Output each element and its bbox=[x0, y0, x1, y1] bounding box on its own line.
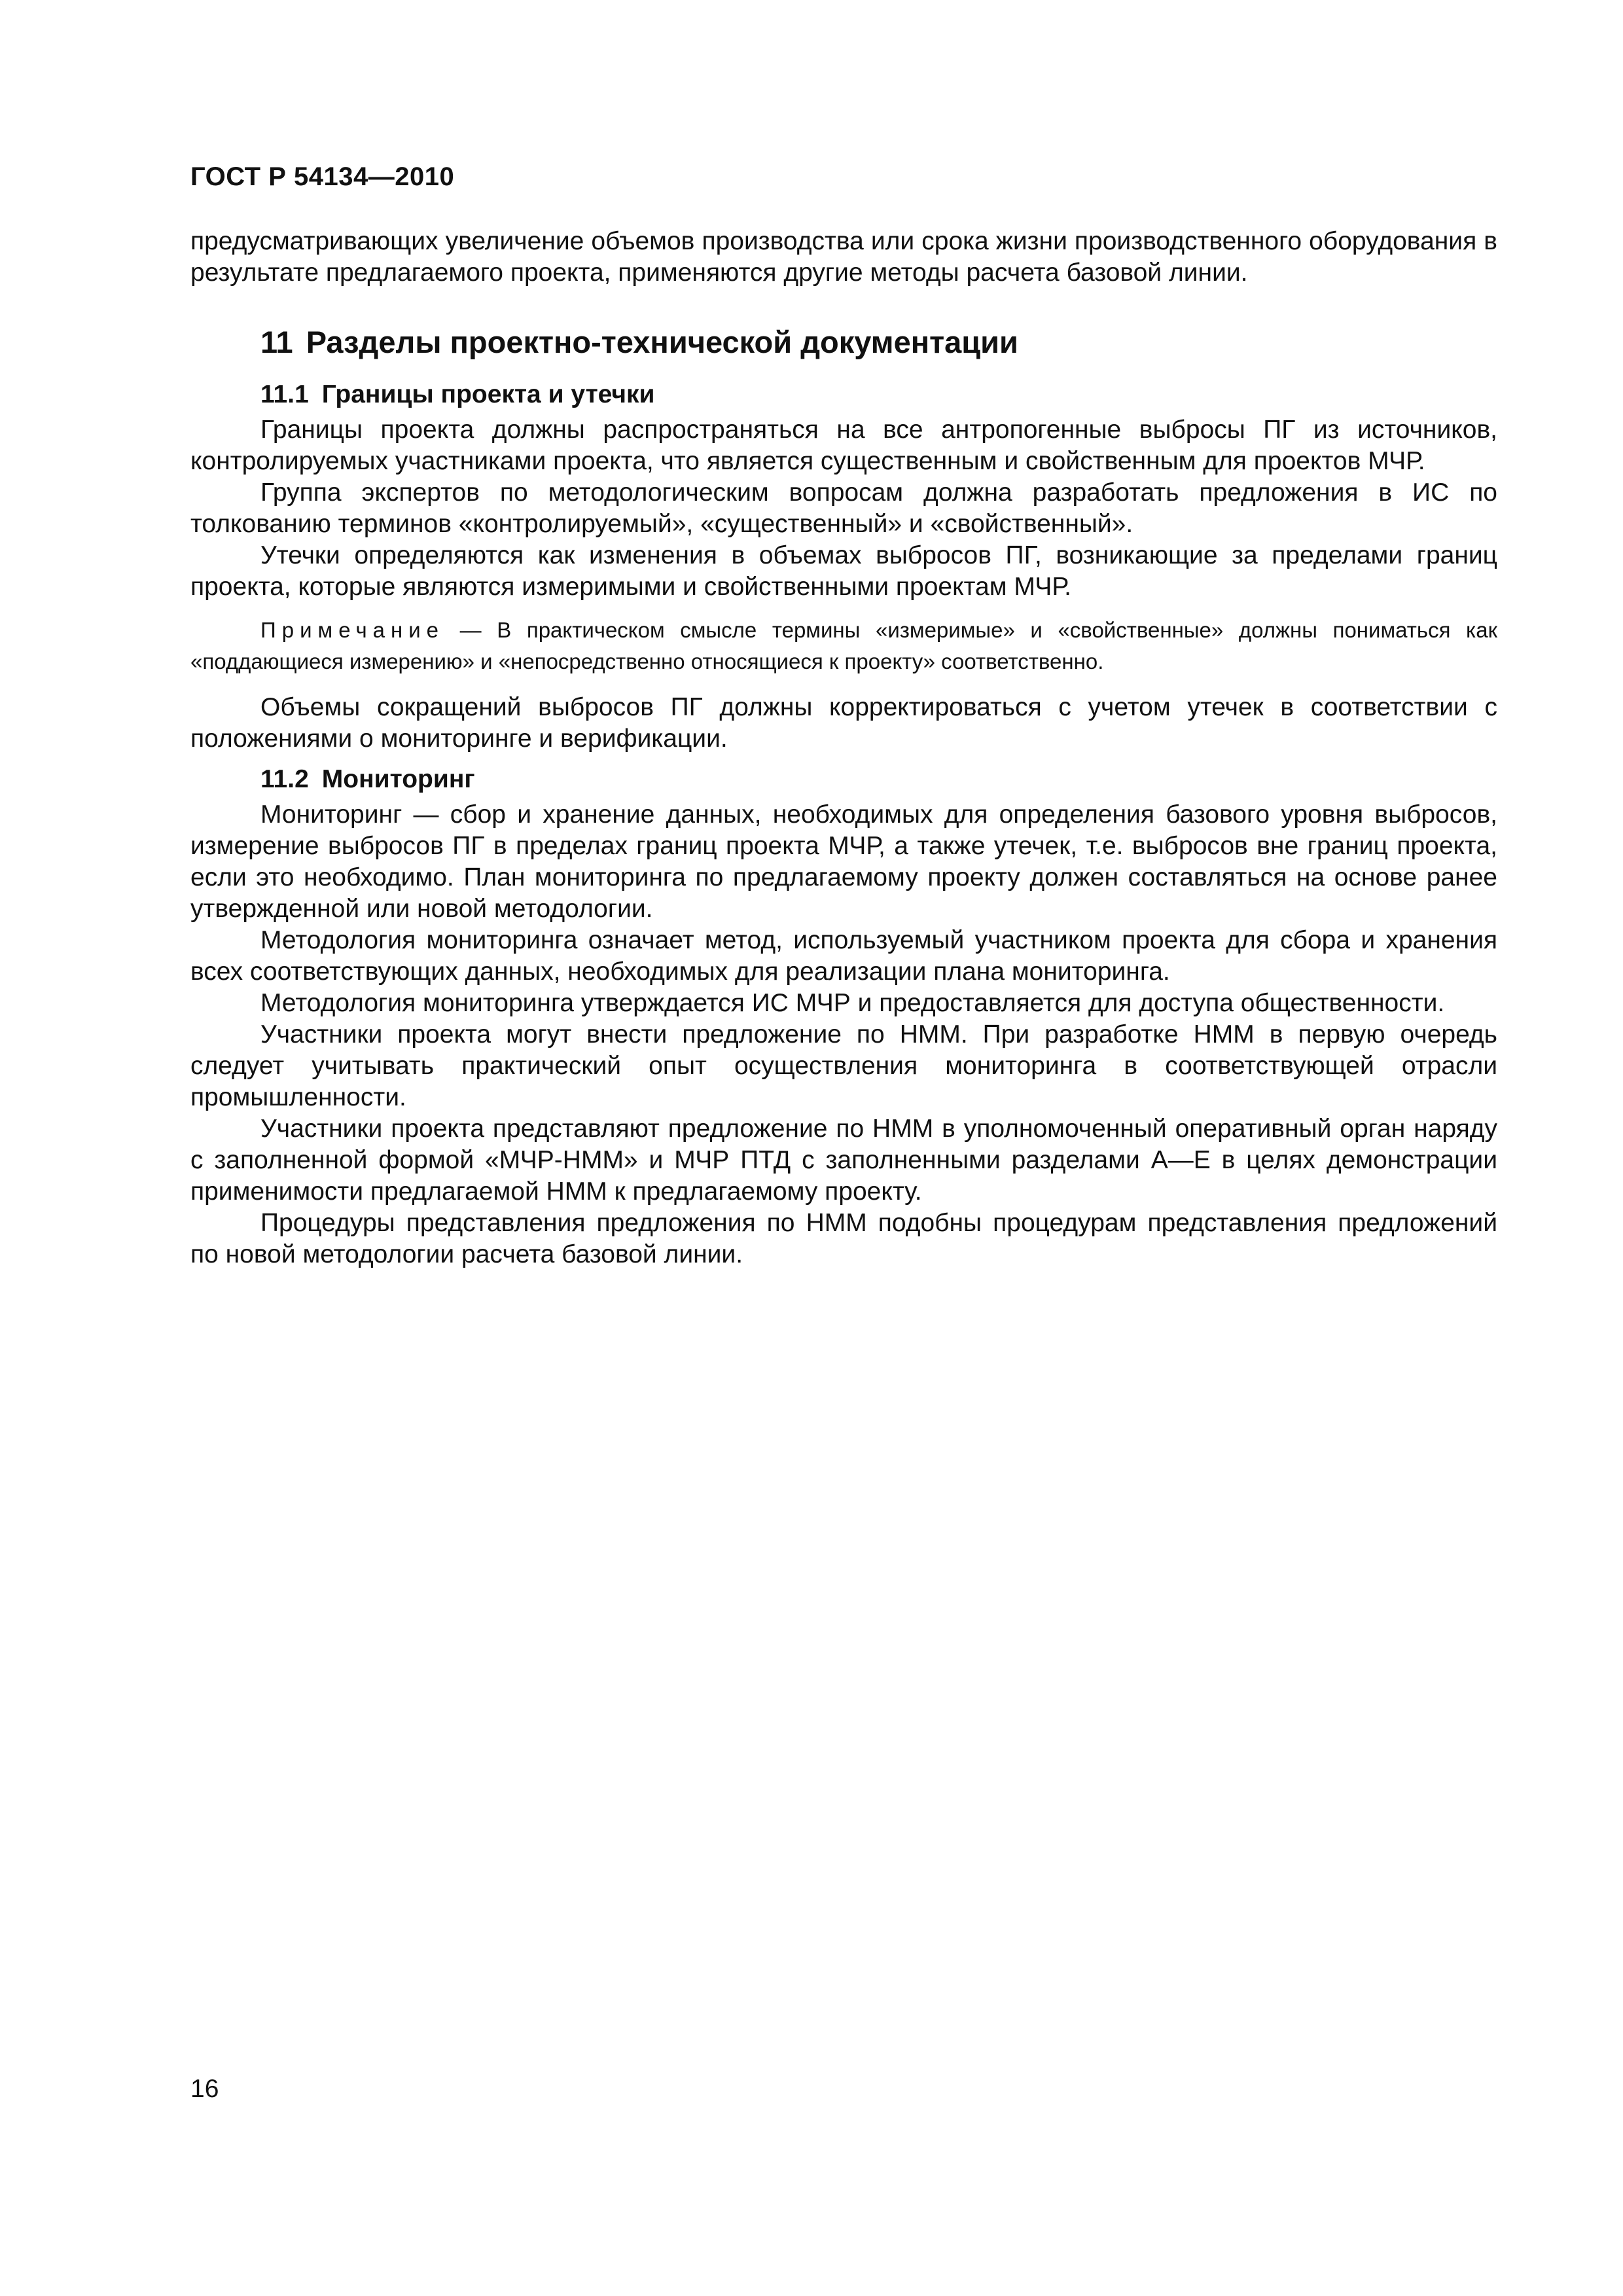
subsection-heading-boundaries bbox=[260, 379, 1497, 410]
note-block bbox=[190, 615, 1497, 677]
subsection-number: 11.1 bbox=[260, 380, 309, 408]
subsection-heading-monitoring bbox=[260, 764, 1497, 795]
paragraph-monitoring-4: Участники проекта могут внести предложение по НММ. При разработке НММ в первую очередь следует учитывать практический опыт осуществления мониторинга в соответствующей отрасли промышленности. bbox=[190, 1020, 1497, 1111]
page-content bbox=[190, 226, 1497, 1270]
paragraph-boundaries-3: Утечки определяются как изменения в объемах выбросов ПГ, возникающие за пределами границ проекта, которые являются измеримыми и свойственными проектам МЧР. bbox=[190, 541, 1497, 601]
page-number: 16 bbox=[190, 2075, 219, 2103]
subsection-title: Мониторинг bbox=[321, 765, 475, 793]
note-label: Примечание bbox=[260, 618, 445, 642]
section-number: 11 bbox=[260, 325, 293, 359]
paragraph-monitoring-1: Мониторинг — сбор и хранение данных, необходимых для определения базового уровня выбросов, измерение выбросов ПГ в пределах границ проекта МЧР, а также утечек, т.е. выбросов вне границ проекта, если это необходимо. План мониторинга по предлагаемому проекту должен составляться на основе ранее утвержденной или новой методологии. bbox=[190, 800, 1497, 923]
section-heading bbox=[260, 324, 1497, 361]
intro-paragraph: предусматривающих увеличение объемов производства или срока жизни производственного оборудования в результате предлагаемого проекта, применяются другие методы расчета базовой линии. bbox=[190, 227, 1497, 287]
section-title: Разделы проектно-технической документации bbox=[306, 325, 1018, 359]
subsection-title: Границы проекта и утечки bbox=[321, 380, 655, 408]
paragraph-boundaries-1: Границы проекта должны распространяться на все антропогенные выбросы ПГ из источников, контролируемых участниками проекта, что является существенным и свойственным для проектов МЧР. bbox=[190, 416, 1497, 475]
subsection-number: 11.2 bbox=[260, 765, 309, 793]
paragraph-boundaries-2: Группа экспертов по методологическим вопросам должна разработать предложения в ИС по толкованию терминов «контролируемый», «существенный» и «свойственный». bbox=[190, 478, 1497, 538]
paragraph-monitoring-2: Методология мониторинга означает метод, используемый участником проекта для сбора и хранения всех соответствующих данных, необходимых для реализации плана мониторинга. bbox=[190, 926, 1497, 986]
paragraph-monitoring-5: Участники проекта представляют предложение по НММ в уполномоченный оперативный орган наряду с заполненной формой «МЧР-НММ» и МЧР ПТД с заполненными разделами А—Е в целях демонстрации применимости предлагаемой НММ к предлагаемому проекту. bbox=[190, 1115, 1497, 1206]
paragraph-monitoring-3: Методология мониторинга утверждается ИС МЧР и предоставляется для доступа общественности. bbox=[260, 989, 1445, 1017]
paragraph-after-note: Объемы сокращений выбросов ПГ должны корректироваться с учетом утечек в соответствии с положениями о мониторинге и верификации. bbox=[190, 693, 1497, 753]
note-text: — В практическом смысле термины «измеримые» и «свойственные» должны пониматься как «поддающиеся измерению» и «непосредственно относящиеся к проекту» соответственно. bbox=[190, 618, 1498, 673]
paragraph-monitoring-6: Процедуры представления предложения по НММ подобны процедурам представления предложений по новой методологии расчета базовой линии. bbox=[190, 1209, 1497, 1268]
document-id-header: ГОСТ Р 54134—2010 bbox=[190, 162, 455, 191]
